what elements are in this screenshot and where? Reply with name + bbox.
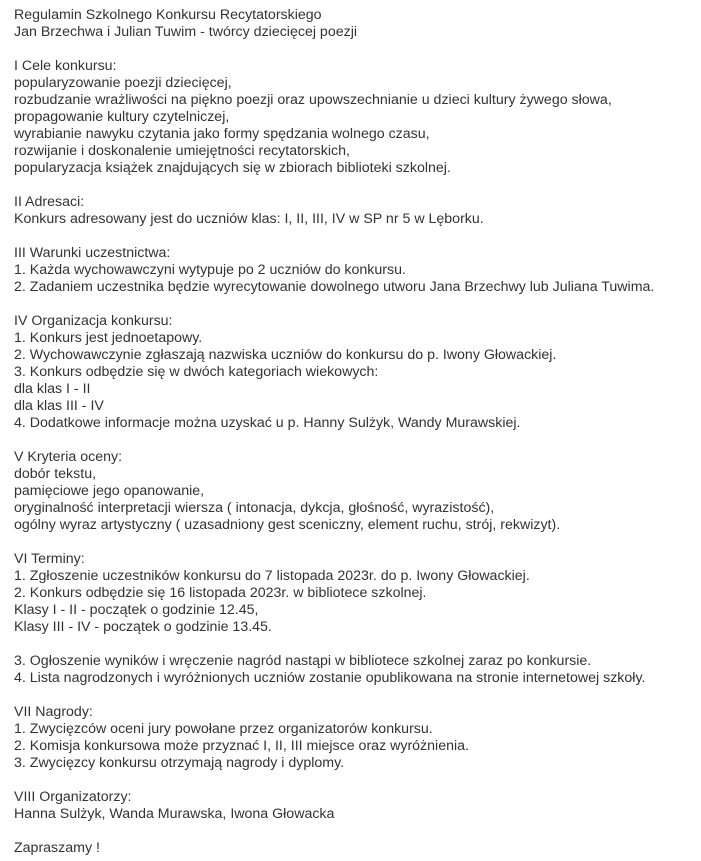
- goals-line: rozbudzanie wrażliwości na piękno poezji oraz upowszechnianie u dzieci kultury żywego słowa,: [14, 92, 612, 108]
- prizes-line: 2. Komisja konkursowa może przyznać I, II, III miejsce oraz wyróżnienia.: [14, 738, 469, 754]
- spacer: [14, 228, 694, 245]
- dates-line: 1. Zgłoszenie uczestników konkursu do 7 listopada 2023r. do p. Iwony Głowackiej.: [14, 568, 530, 584]
- criteria-line: ogólny wyraz artystyczny ( uzasadniony gest sceniczny, element ruchu, strój, rekwizyt).: [14, 517, 561, 533]
- organization-line: 2. Wychowawczynie zgłaszają nazwiska uczniów do konkursu do p. Iwony Głowackiej.: [14, 347, 557, 363]
- goals-line: wyrabianie nawyku czytania jako formy spędzania wolnego czasu,: [14, 126, 430, 142]
- prizes-line: 3. Zwycięzcy konkursu otrzymają nagrody i dyplomy.: [14, 755, 345, 771]
- closing-invitation: Zapraszamy !: [14, 840, 100, 856]
- dates-line: 2. Konkurs odbędzie się 16 listopada 2023r. w bibliotece szkolnej.: [14, 585, 427, 601]
- document-body: [14, 7, 694, 857]
- prizes-line: 1. Zwycięzców oceni jury powołane przez organizatorów konkursu.: [14, 721, 433, 737]
- spacer: [14, 41, 694, 58]
- dates-line: 3. Ogłoszenie wyników i wręczenie nagród nastąpi w bibliotece szkolnej zaraz po konkursie.: [14, 653, 592, 669]
- organizers-line: Hanna Sulżyk, Wanda Murawska, Iwona Głowacka: [14, 806, 335, 822]
- spacer: [14, 296, 694, 313]
- organization-line: 1. Konkurs jest jednoetapowy.: [14, 330, 203, 346]
- organization-line: dla klas I - II: [14, 381, 91, 397]
- organization-line: dla klas III - IV: [14, 398, 104, 414]
- dates-line: Klasy III - IV - początek o godzinie 13.45.: [14, 619, 272, 635]
- addressees-line: Konkurs adresowany jest do uczniów klas: I, II, III, IV w SP nr 5 w Lęborku.: [14, 211, 484, 227]
- spacer: [14, 432, 694, 449]
- spacer: [14, 177, 694, 194]
- section-heading-dates: VI Terminy:: [14, 551, 85, 567]
- section-heading-organizers: VIII Organizatorzy:: [14, 789, 132, 805]
- goals-line: popularyzowanie poezji dziecięcej,: [14, 75, 232, 91]
- conditions-line: 1. Każda wychowawczyni wytypuje po 2 uczniów do konkursu.: [14, 262, 406, 278]
- dates-line: 4. Lista nagrodzonych i wyróżnionych uczniów zostanie opublikowana na stronie internetowej szkoły.: [14, 670, 646, 686]
- criteria-line: pamięciowe jego opanowanie,: [14, 483, 205, 499]
- section-heading-goals: I Cele konkursu:: [14, 58, 117, 74]
- spacer: [14, 823, 694, 840]
- spacer: [14, 636, 694, 653]
- goals-line: propagowanie kultury czytelniczej,: [14, 109, 230, 125]
- organization-line: 4. Dodatkowe informacje można uzyskać u p. Hanny Sulżyk, Wandy Murawskiej.: [14, 415, 521, 431]
- section-heading-organization: IV Organizacja konkursu:: [14, 313, 173, 329]
- conditions-line: 2. Zadaniem uczestnika będzie wyrecytowanie dowolnego utworu Jana Brzechwy lub Juliana Tuwima.: [14, 279, 655, 295]
- spacer: [14, 687, 694, 704]
- goals-line: popularyzacja książek znajdujących się w zbiorach biblioteki szkolnej.: [14, 160, 451, 176]
- document-title: Regulamin Szkolnego Konkursu Recytatorskiego: [14, 7, 322, 23]
- section-heading-prizes: VII Nagrody:: [14, 704, 93, 720]
- document-subtitle: Jan Brzechwa i Julian Tuwim - twórcy dziecięcej poezji: [14, 24, 357, 40]
- section-heading-criteria: V Kryteria oceny:: [14, 449, 123, 465]
- section-heading-addressees: II Adresaci:: [14, 194, 85, 210]
- criteria-line: oryginalność interpretacji wiersza ( intonacja, dykcja, głośność, wyrazistość),: [14, 500, 495, 516]
- criteria-line: dobór tekstu,: [14, 466, 97, 482]
- dates-line: Klasy I - II - początek o godzinie 12.45,: [14, 602, 259, 618]
- section-heading-conditions: III Warunki uczestnictwa:: [14, 245, 171, 261]
- spacer: [14, 534, 694, 551]
- spacer: [14, 772, 694, 789]
- goals-line: rozwijanie i doskonalenie umiejętności recytatorskich,: [14, 143, 350, 159]
- organization-line: 3. Konkurs odbędzie się w dwóch kategoriach wiekowych:: [14, 364, 379, 380]
